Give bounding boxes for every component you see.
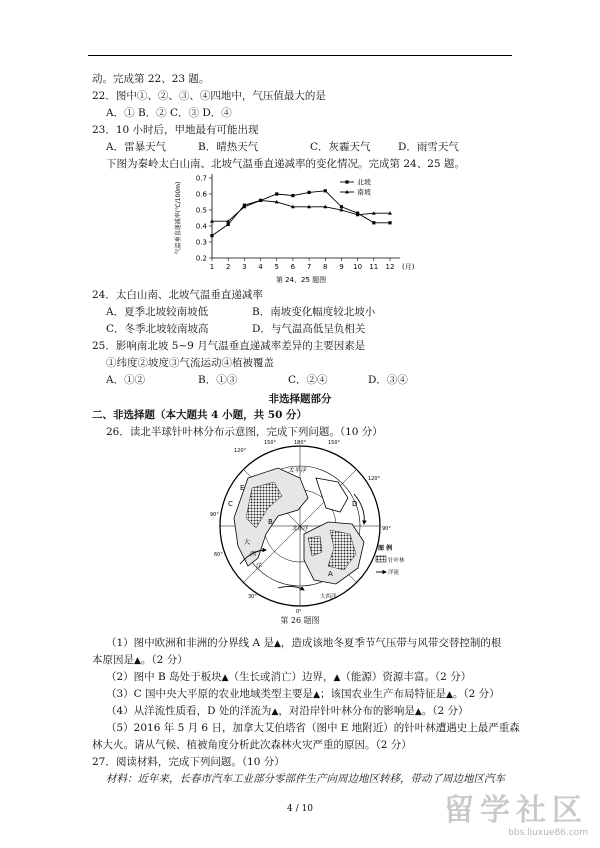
- lon-label: 180°: [294, 440, 307, 446]
- option-c: C．③: [170, 107, 200, 119]
- label-d: D: [352, 500, 358, 508]
- series-north-point: [324, 189, 327, 192]
- x-tick-label: 7: [306, 263, 312, 271]
- series-south-line: [212, 200, 390, 221]
- question-25-factors: ①纬度②坡度③气流运动④植被覆盖: [106, 357, 274, 369]
- part2-heading: 二、非选择题（本大题共 4 小题，共 50 分）: [92, 409, 308, 421]
- x-tick-label: 8: [323, 263, 328, 271]
- question-22-options: [106, 106, 232, 120]
- option-b: B．晴热天气: [198, 141, 259, 153]
- option-d: D．③④: [368, 374, 408, 386]
- y-tick-label: 0.6: [195, 190, 207, 199]
- lon-label: 150°: [328, 440, 341, 446]
- header-line: 动。完成第 22、23 题。: [92, 73, 210, 85]
- q26-part1-line1: （1）图中欧洲和非洲的分界线 A 是▲，造成该地冬夏季节气压带与风带交替控制的根: [106, 637, 502, 649]
- y-tick-label: 0.5: [195, 206, 207, 215]
- q26-part4: （4）从洋流性质看，D 处的洋流为▲，对沿岸针叶林分布的影响是▲。（2 分）: [106, 705, 469, 717]
- series-north-point: [307, 191, 310, 194]
- q26-part3: （3）C 国中央大平原的农业地域类型主要是▲；该国农业生产布局特征是▲。（2 分）: [106, 688, 500, 700]
- watermark-url: bbs.liuxue86.com: [508, 828, 588, 838]
- series-north-point: [291, 194, 294, 197]
- y-tick-label: 0.4: [195, 222, 207, 231]
- section-title: 非选择题部分: [268, 393, 332, 405]
- series-north-point: [210, 234, 213, 237]
- x-tick-label: 10: [353, 263, 363, 271]
- x-tick-label: 6: [290, 263, 296, 271]
- option-d: D．与气温高低呈负相关: [252, 323, 366, 335]
- lapse-rate-chart: [168, 170, 414, 286]
- question-27-stem: 27．阅读材料，完成下列问题。（10 分）: [92, 756, 285, 768]
- option-d: D．雨雪天气: [398, 141, 459, 153]
- arctic-label: 北冰洋: [292, 526, 309, 532]
- series-north-point: [340, 205, 343, 208]
- legend-current-label: 洋流: [388, 570, 400, 576]
- x-tick-label: 12: [385, 263, 395, 271]
- question-23-stem: 23．10 小时后，甲地最有可能出现: [92, 124, 259, 136]
- lon-label: 150°: [264, 440, 277, 446]
- option-b: B．南坡变化幅度较北坡小: [252, 306, 376, 318]
- ocean-char: 西: [250, 551, 257, 558]
- q26-part1-line2: 本原因是▲。（2 分）: [92, 654, 188, 666]
- option-b: B．①③: [198, 374, 238, 386]
- option-a: A．雷暴天气: [106, 141, 167, 153]
- legend-south-label: 南坡: [357, 188, 371, 197]
- x-tick-label: 3: [242, 263, 247, 271]
- y-tick-label: 0.2: [195, 254, 207, 263]
- series-north-point: [388, 221, 391, 224]
- page-number: 4 / 10: [287, 804, 313, 814]
- series-north-line: [212, 191, 390, 236]
- option-c: C．②④: [288, 374, 328, 386]
- legend-forest-label: 针叶林: [388, 558, 405, 564]
- lon-label: 30°: [248, 594, 257, 600]
- x-tick-label: 2: [225, 263, 231, 271]
- chart-caption: 第 24、25 题图: [275, 276, 327, 284]
- option-b: B．②: [137, 107, 167, 119]
- series-north-point: [275, 192, 278, 195]
- lon-label: 90°: [210, 512, 219, 518]
- option-c: C．灰霾天气: [310, 141, 371, 153]
- option-a: A．①: [106, 107, 135, 119]
- x-tick-label: 4: [258, 263, 263, 271]
- legend-title: 图 例: [378, 545, 393, 552]
- option-a: A．夏季北坡较南坡低: [106, 306, 209, 318]
- question-24-stem: 24．太白山南、北坡气温垂直递减率: [92, 289, 263, 301]
- series-north-point: [227, 223, 230, 226]
- lon-label: 0°: [296, 609, 302, 614]
- y-axis-label: 气温垂直递减率(℃/100m): [175, 181, 182, 255]
- atlantic-label: 大西洋: [320, 594, 337, 600]
- x-tick-label: 1: [209, 263, 215, 271]
- lon-label: 60°: [214, 552, 223, 558]
- coniferous-forest-map: [208, 438, 408, 614]
- x-tick-label: 11: [369, 263, 379, 271]
- ocean-char: 洋: [256, 563, 263, 570]
- legend-north-label: 北坡: [357, 178, 371, 187]
- lon-label: 120°: [234, 448, 247, 454]
- option-c: C．冬季北坡较南坡高: [106, 323, 209, 335]
- label-c: C: [228, 500, 233, 508]
- q26-part5-line2: 林大火。请从气候、植被角度分析此次森林火灾严重的原因。（2 分）: [92, 739, 412, 751]
- y-tick-label: 0.7: [195, 174, 207, 183]
- x-tick-label: 5: [274, 263, 279, 271]
- y-tick-label: 0.3: [195, 238, 207, 247]
- watermark-text: 留学社区: [444, 793, 588, 828]
- watermark-logo: [438, 794, 588, 838]
- x-tick-label: 9: [339, 263, 344, 271]
- question-27-material: 材料：近年来，长春市汽车工业部分零部件生产向周边地区转移，带动了周边地区汽车: [106, 773, 505, 785]
- legend-north-marker: [345, 180, 348, 183]
- option-d: D．④: [202, 107, 232, 119]
- question-25-stem: 25．影响南北坡 5~9 月气温垂直递减率差异的主要因素是: [92, 340, 366, 352]
- question-26-stem: 26．读北半球针叶林分布示意图，完成下列问题。（10 分）: [106, 426, 383, 438]
- series-north-point: [372, 221, 375, 224]
- ocean-char: 大: [244, 539, 251, 546]
- q26-part2: （2）图中 B 岛处于板块▲（生长或消亡）边界，▲（能源）资源丰富。（2 分）: [106, 671, 472, 683]
- header-rule: [88, 55, 512, 56]
- label-a: A: [328, 570, 333, 578]
- map-caption: 第 26 题图: [280, 616, 320, 625]
- lon-label: 90°: [382, 526, 391, 532]
- label-e: E: [240, 484, 245, 492]
- q26-part5-line1: （5）2016 年 5 月 6 日，加拿大艾伯塔省（图中 E 地附近）的针叶林遭遇史上最严重森: [106, 722, 520, 734]
- legend-forest-swatch: [376, 556, 386, 562]
- option-a: A．①②: [106, 374, 146, 386]
- lon-label: 120°: [368, 476, 381, 482]
- label-b: B: [268, 518, 273, 526]
- intro-24-25: 下图为秦岭太白山南、北坡气温垂直递减率的变化情况。完成第 24、25 题。: [106, 158, 465, 170]
- question-22-stem: 22．图中①、②、③、④四地中，气压值最大的是: [92, 90, 326, 102]
- x-axis-label: (月): [402, 263, 414, 271]
- pacific-label: 太平洋: [288, 467, 307, 474]
